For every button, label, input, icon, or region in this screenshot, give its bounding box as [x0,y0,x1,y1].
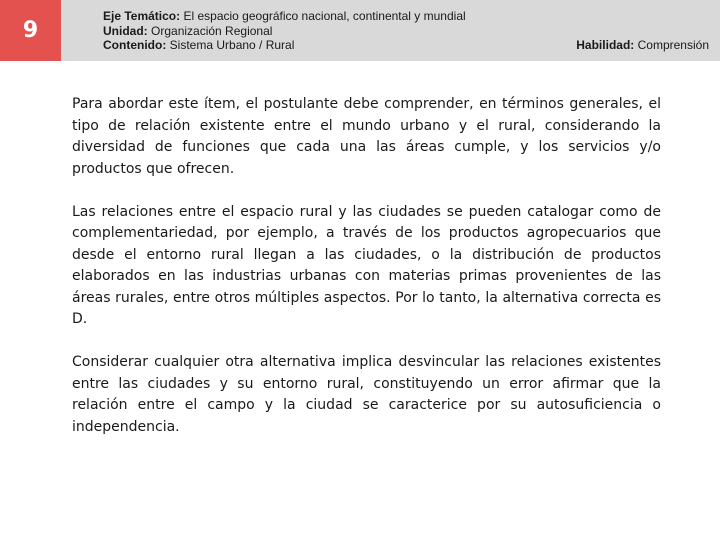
explanation-text [72,94,661,460]
contenido-value: Sistema Urbano / Rural [169,38,295,52]
contenido-label: Contenido: [103,38,167,52]
header-metadata [103,9,466,53]
unidad-line [103,24,466,39]
header-bar [0,0,720,61]
question-number: 9 [0,0,61,61]
paragraph-3: Considerar cualquier otra alternativa implica desvincular las relaciones existentes entre las ciudades y su entorno rural, constituyendo un error afirmar que la relación entre el campo y la ciudad se caracterice por su autosuficiencia o independencia. [72,354,661,435]
eje-tematico-label: Eje Temático: [103,9,181,23]
paragraph-1: Para abordar este ítem, el postulante debe comprender, en términos generales, el tipo de relación existente entre el mundo urbano y el rural, considerando la diversidad de funciones que cada una las áreas cumple, y los servicios y/o productos que ofrecen. [72,96,661,177]
unidad-label: Unidad: [103,23,148,38]
contenido-line [103,38,466,53]
habilidad-line [576,38,709,52]
eje-tematico-value: El espacio geográfico nacional, continental y mundial [183,9,466,23]
habilidad-label: Habilidad: [576,38,635,52]
paragraph-2: Las relaciones entre el espacio rural y las ciudades se pueden catalogar como de complementariedad, por ejemplo, a través de los productos agropecuarios que desde el entorno rural llegan a las ciudades, o la distribución de productos elaborados en las industrias urbanas con materias primas provenientes de las áreas rurales, entre otros múltiples aspectos. Por lo tanto, la alternativa correcta es D. [72,203,661,327]
unidad-value: Organización Regional [151,23,273,38]
habilidad-value: Comprensión [637,38,709,52]
eje-tematico-line [103,9,466,24]
